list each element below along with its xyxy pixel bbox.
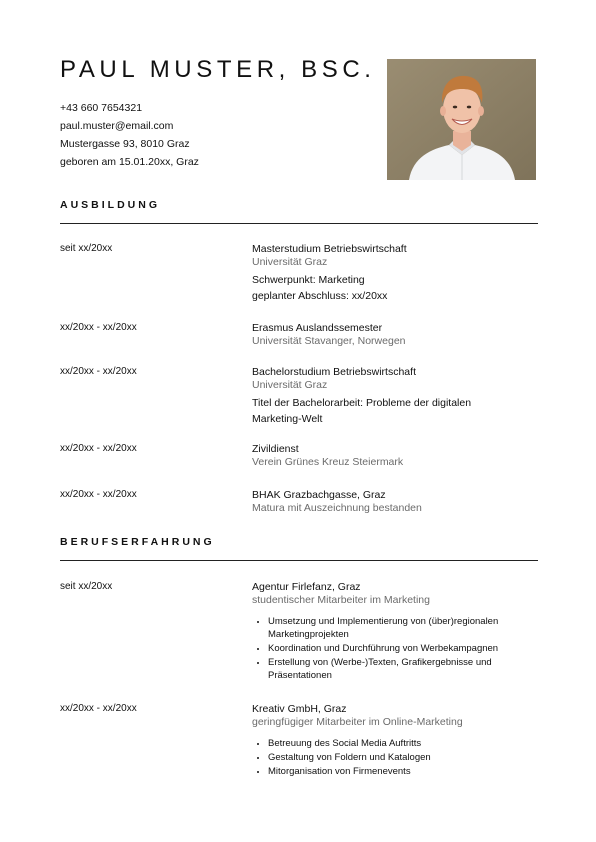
entry-institution: Universität Graz	[252, 379, 328, 391]
profile-photo	[387, 59, 536, 180]
task-list	[252, 615, 542, 682]
entry-title: Bachelorstudium Betriebswirtschaft	[252, 366, 416, 378]
entry-date: xx/20xx - xx/20xx	[60, 322, 137, 333]
entry-date: seit xx/20xx	[60, 581, 113, 592]
section-title-education: AUSBILDUNG	[60, 199, 160, 211]
section-divider	[60, 560, 538, 561]
entry-title: Erasmus Auslandssemester	[252, 322, 383, 334]
postal-address: Mustergasse 93, 8010 Graz	[60, 138, 190, 150]
task-item: • Erstellung von (Werbe-)Texten, Grafikergebnisse und Präsentationen	[268, 656, 542, 682]
entry-title: Zivildienst	[252, 443, 299, 455]
entry-note: Marketing-Welt	[252, 413, 323, 425]
entry-institution: Verein Grünes Kreuz Steiermark	[252, 456, 404, 468]
entry-content	[252, 322, 542, 348]
task-list	[252, 737, 542, 778]
entry-note: Schwerpunkt: Marketing	[252, 274, 365, 286]
entry-title: Kreativ GmbH, Graz	[252, 703, 347, 715]
birth-info: geboren am 15.01.20xx, Graz	[60, 156, 199, 168]
entry-title: BHAK Grazbachgasse, Graz	[252, 489, 386, 501]
entry-date: xx/20xx - xx/20xx	[60, 489, 137, 500]
section-title-experience: BERUFSERFAHRUNG	[60, 536, 215, 548]
section-divider	[60, 223, 538, 224]
applicant-name: PAUL MUSTER, BSC.	[60, 56, 376, 83]
entry-content	[252, 366, 542, 427]
entry-title: Masterstudium Betriebswirtschaft	[252, 243, 407, 255]
entry-date: xx/20xx - xx/20xx	[60, 366, 137, 377]
entry-role: geringfügiger Mitarbeiter im Online-Marketing	[252, 716, 463, 728]
entry-role: studentischer Mitarbeiter im Marketing	[252, 594, 430, 606]
entry-notes	[252, 272, 542, 304]
entry-note: geplanter Abschluss: xx/20xx	[252, 290, 388, 302]
task-item: • Mitorganisation von Firmenevents	[268, 765, 542, 778]
entry-title: Agentur Firlefanz, Graz	[252, 581, 361, 593]
email-address: paul.muster@email.com	[60, 120, 174, 132]
entry-date: xx/20xx - xx/20xx	[60, 703, 137, 714]
task-item: • Umsetzung und Implementierung von (über)regionalen Marketingprojekten	[268, 615, 542, 641]
task-item: • Gestaltung von Foldern und Katalogen	[268, 751, 542, 764]
portrait-illustration	[387, 59, 536, 180]
phone-number: +43 660 7654321	[60, 102, 143, 114]
entry-content	[252, 489, 542, 515]
entry-content	[252, 703, 542, 779]
entry-date: xx/20xx - xx/20xx	[60, 443, 137, 454]
entry-institution: Universität Graz	[252, 256, 328, 268]
task-item: • Koordination und Durchführung von Werbekampagnen	[268, 642, 542, 655]
entry-institution: Matura mit Auszeichnung bestanden	[252, 502, 422, 514]
entry-institution: Universität Stavanger, Norwegen	[252, 335, 406, 347]
entry-note: Titel der Bachelorarbeit: Probleme der digitalen	[252, 397, 472, 409]
entry-date: seit xx/20xx	[60, 243, 113, 254]
entry-notes	[252, 395, 542, 427]
contact-block	[60, 99, 199, 171]
entry-content	[252, 243, 542, 304]
entry-content	[252, 443, 542, 469]
entry-content	[252, 581, 542, 683]
task-item: • Betreuung des Social Media Auftritts	[268, 737, 542, 750]
